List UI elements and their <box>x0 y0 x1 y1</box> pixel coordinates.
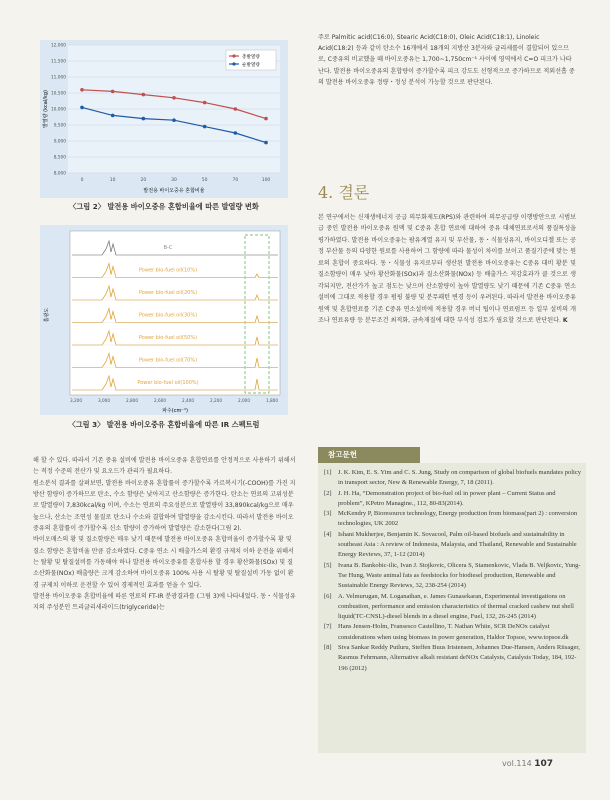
reference-number: [2] <box>324 489 332 497</box>
data-point <box>172 118 176 122</box>
reference-item <box>324 592 582 623</box>
x-axis-label: 발전용 바이오중유 혼합비율 <box>143 188 205 194</box>
ir-spectrum-panel <box>40 225 288 415</box>
y-tick-label: 9,000 <box>53 139 66 145</box>
reference-item <box>324 489 582 510</box>
spectrum-label: B-C <box>163 245 173 251</box>
reference-number: [6] <box>324 592 332 600</box>
heating-value-chart <box>40 40 288 198</box>
reference-text: McKendry P, Bioresource technology, Energy production from biomass(part 2) : conversion technologies, UK 2002 <box>338 510 578 528</box>
x-tick-label: 10 <box>109 178 116 183</box>
reference-number: [3] <box>324 510 332 518</box>
data-point <box>172 96 176 100</box>
reference-number: [1] <box>324 469 332 476</box>
ir-spectrum-chart <box>40 225 288 415</box>
y-axis-label: 발열량 (kcal/kg) <box>43 90 49 128</box>
ir-x-tick-label: 2,800 <box>126 398 138 403</box>
ir-x-tick-label: 2,000 <box>238 398 250 403</box>
references-list <box>324 468 582 674</box>
data-point <box>234 131 238 135</box>
ir-y-axis-label: 흡광도 <box>44 307 50 323</box>
figure-2-caption: 〈그림 2〉 발전용 바이오중유 혼합비율에 따른 발열량 변화 <box>69 202 259 211</box>
reference-text: Ivana B. Bankobic-ilic, Ivan J. Stojkovic, Olicera S, Stamenkovic, Vlada B. Veljkovic, Yung-Tse Hung, Waste animal fats as feedstocks for biodiesel production, Renewable and Sustainable Energy Reviews, 32, 238-254 (2014) <box>338 561 581 590</box>
reference-number: [7] <box>324 623 332 631</box>
y-tick-label: 8,000 <box>53 171 66 177</box>
reference-text: Hans Jensen-Holm, Fransesco Castellino, T. Nathan White, SCR DeNOx catalyst considerations when using biomass in power generation, Haldor Topsoe, www.topsoe.dk <box>338 623 569 641</box>
reference-text: J. H. Ha, “Demonstration project of bio-fuel oil in power plant – Current Status and problem”, KPetro Managine., 112, 80-83(2014). <box>338 489 556 507</box>
legend-entry-net: 순발열량 <box>242 63 260 68</box>
ir-x-tick-label: 3,000 <box>98 398 110 403</box>
section-heading: 4. 결론 <box>318 183 370 202</box>
reference-item <box>324 561 582 592</box>
reference-text: Ishani Mukherjee, Benjamin K. Sovacool, Palm oil-based biofuels and sustainability in southeast Asia : A review of Indonesia, Malaysia, and Thailand, Renewable and Sustainable Energy Reviews, 37, 1-12 (2014) <box>338 530 577 559</box>
y-tick-label: 8,500 <box>53 155 66 161</box>
heating-value-chart-panel <box>40 40 288 198</box>
end-mark: K <box>562 317 568 325</box>
x-tick-label: 50 <box>201 178 208 183</box>
reference-number: [5] <box>324 561 332 569</box>
data-point <box>203 101 207 105</box>
spectrum-label: Power bio-fuel oil(10%) <box>138 267 198 274</box>
chart-legend <box>226 50 276 70</box>
ir-x-tick-label: 2,400 <box>182 398 194 403</box>
x-tick-label: 20 <box>140 178 147 183</box>
x-tick-label: 70 <box>232 178 239 183</box>
reference-number: [4] <box>324 530 332 538</box>
paragraph: 해 할 수 있다. 따라서 기존 중유 설비에 발전용 바이오중유 혼합연료를 안정적으로 사용하기 위해서는 적정 수준의 전산가 및 요오드가 관리가 필요하다. <box>33 457 296 476</box>
spectrum-label: Power bio-fuel oil(100%) <box>137 380 199 386</box>
spectrum-label: Power bio-fuel oil(70%) <box>138 357 198 364</box>
data-point <box>80 88 84 92</box>
data-point <box>111 114 115 118</box>
reference-item <box>324 643 582 674</box>
reference-item <box>324 530 582 561</box>
legend-entry-gross: 총발열량 <box>242 55 260 60</box>
spectrum-label: Power bio-fuel oil(50%) <box>138 335 198 341</box>
ir-x-axis-label: 파수(cm⁻¹) <box>162 408 188 414</box>
x-tick-label: 0 <box>80 178 84 183</box>
y-tick-label: 11,500 <box>50 59 66 65</box>
data-point <box>264 141 268 145</box>
reference-item <box>324 468 582 489</box>
ir-x-tick-label: 2,200 <box>210 398 222 403</box>
right-top-paragraph: 주로 Palmitic acid(C16:0), Stearic Acid(C18:0), Oleic Acid(C18:1), Linoleic Acid(C18:2) 등과 같이 탄소수 16개에서 18개의 지방산 3분자와 글리세롤이 결합되어 있으므로, C중유의 비교했을 때 바이오중유는 1,700~1,750cm⁻¹ 사이에 영역에서 C=O 피크가 나타난다. 발전용 바이오중유의 혼합량이 증가할수록 피크 강도도 선형적으로 증가하므로 적외선흡 중의 발전용 바이오중유 정량・정성 분석이 가능할 것으로 판단된다. <box>318 34 575 86</box>
paragraph: 원소분석 결과를 살펴보면, 발전용 바이오중유 혼합률이 증가할수록 카르복시기(-COOH)를 가진 지방산 함량이 증가하므로 탄소, 수소 함량은 낮아지고 산소함량은 증가한다. 탄소는 연료의 고위성분로 발열량이 7,830kcal/kg 이며, 수소는 연료의 주요성분으로 발열량이 33,890kcal/kg으로 매우 높으나, 산소는 조연성 물질로 탄소나 수소와 결합하여 발열량을 감소시킨다. 따라서 발전용 바이오중유의 혼합률이 증가할수록 신소 함량이 증가하여 발열량은 감소한다(그림 2). <box>33 479 296 533</box>
y-tick-label: 10,500 <box>50 91 66 97</box>
x-tick-label: 30 <box>171 178 177 183</box>
spectrum-label: Power bio-fuel oil(30%) <box>138 312 198 319</box>
left-body-text <box>33 455 298 614</box>
spectrum-label: Power bio-fuel oil(20%) <box>138 290 198 296</box>
conclusion-paragraph <box>318 212 576 327</box>
data-point <box>111 90 115 94</box>
ir-x-tick-label: 1,800 <box>266 398 278 403</box>
paragraph: 바이오매스의 황 및 질소함량은 매우 낮기 때문에 발전용 바이오중유 혼합비율이 증가할수록 황 및 질소 함량은 혼합비율 만큼 감소하였다. C중유 연소 시 배출가스의 환경 규제치 이하 운전을 위해서는 탈황 및 탈질설비를 가동해야 하나 발전용 바이오중유를 혼합사용 할 경우 황산화물(SOx) 및 질소산화물(NOx) 배출량은 크게 감소하여 바이오중유 100% 사용 시 탈황 및 탈질설비 가동 없이 환경 규제치 이하로 운전할 수 있어 경제적인 효과를 얻을 수 있다. <box>33 536 294 589</box>
y-tick-label: 10,000 <box>50 107 66 113</box>
paragraph: 발전용 바이오중유 혼합비율에 따른 연료의 FT-IR 분광결과를 (그림 3)에 나타내었다. 동・식물성유지의 주성분인 트리글리세라이드(triglyceride)는 <box>33 593 296 612</box>
reference-text: A. Velmurugan, M. Loganathan, e. James Gunasekaran, Experimental investigations on combustion, performance and emission characteristics of thermal cracked cashew nut shell liquid(TC-CNSL)-diesel blends in a diesel engine, Fuel, 132, 26-245 (2014) <box>338 592 574 621</box>
y-tick-label: 9,500 <box>53 123 66 129</box>
reference-item <box>324 509 582 530</box>
data-point <box>264 117 268 121</box>
data-point <box>234 107 238 111</box>
ir-x-tick-label: 2,600 <box>154 398 166 403</box>
y-tick-label: 11,000 <box>50 75 66 81</box>
conclusion-text: 본 연구에서는 신재생에너지 공급 의무화제도(RPS)와 관련하여 의무공급량 이행방안으로 시범보급 중인 발전용 바이오중유 원액 및 C중유 혼합 연료에 대하여 중유 대체연료로서의 품질특성을 평가하였다. 발전용 바이오중유는 팜유계열 유지 및 부산물, 동・식물성유지, 바이오디젤 또는 공정 부산물 등의 다양한 원료를 사용하여 그 함량에 따라 물성이 차이를 보이고 품질기준에 맞는 원료의 혼합이 중요하다. 동・식물성 유지로부터 생산된 발전용 바이오중유는 C중유 대비 황분 및 질소함량이 매우 낮아 황산화물(SOx)과 질소산화물(NOx) 등 배출가스 저감효과가 클 것으로 생각되지만, 전산가가 높고 점도는 낮으며 산소함량이 높아 발열량도 낮기 때문에 기존 C중유 연소설비에 그대로 적용할 경우 펌핑 불량 및 분무패턴 변경 등이 우려된다. 따라서 발전용 바이오중유 원액 및 혼합연료를 기존 C중유 연소설비에 적용할 경우 버너 팁이나 연료펌프 등 일부 설비의 개조나 연료유량 등 분무조건 최적화, 금속재질에 대한 부식성 검토가 필요할 것으로 판단된다. <box>318 214 576 325</box>
y-tick-label: 12,000 <box>50 43 66 49</box>
data-point <box>142 93 146 97</box>
references-title: 참고문헌 <box>318 447 420 463</box>
volume-label: vol.114 <box>502 759 532 768</box>
page-footer <box>502 759 553 769</box>
reference-item <box>324 622 582 643</box>
reference-text: Siva Sankar Reddy Putluru, Steffen Buus Iristensen, Johannes Due-Hansen, Anders Riisager, Rasmus Fehrmann, Alternative alkali resistant deNOx Catalysts, Catalysis Today, 184, 192-196 (2012) <box>338 644 580 672</box>
data-point <box>142 117 146 121</box>
page-number: 107 <box>534 759 554 769</box>
figure-3-caption: 〈그림 3〉 발전용 바이오중유 혼합비율에 따른 IR 스펙트럼 <box>68 420 260 429</box>
reference-number: [8] <box>324 644 332 652</box>
reference-text: J. K. Kim, E. S. Yim and C. S. Jung, Study on comparison of global biofuels mandates policy in transport sector, New & Renewable Energy, 7, 18 (2011). <box>338 469 581 487</box>
data-point <box>80 106 84 110</box>
x-tick-label: 100 <box>261 178 271 183</box>
data-point <box>203 125 207 129</box>
ir-x-tick-label: 3,200 <box>70 398 82 403</box>
